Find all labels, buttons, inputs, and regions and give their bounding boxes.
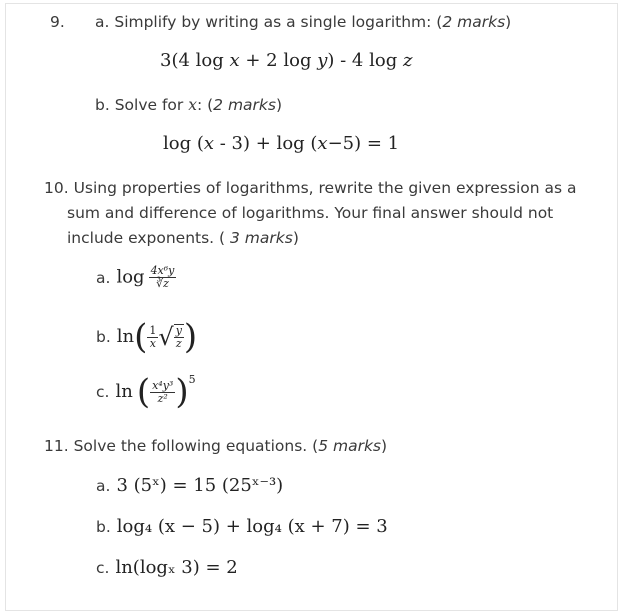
question-10c-expression: c. ln ( $\frac{\text{x⁴y³}}{\text{z²}}$ )$^5$ xyxy=(96,372,196,412)
question-10b-expression: b. ln( $\frac{1}{x}$ √ $\frac{y}{z}$ ) xyxy=(96,317,198,357)
question-10-line-1: 10. Using properties of logarithms, rewrite the given expression as a xyxy=(44,179,577,197)
question-10-line-2: sum and difference of logarithms. Your final answer should not xyxy=(67,204,554,222)
question-9a-prompt: a. Simplify by writing as a single logarithm: (2 marks) xyxy=(95,13,512,31)
question-9b-equation: log (x - 3) + log (x−5) = 1 xyxy=(163,133,400,154)
question-9b-prompt: b. Solve for x: (2 marks) xyxy=(95,96,283,114)
question-9a-expression: 3(4 log x + 2 log y) - 4 log z xyxy=(160,50,413,71)
question-9-number: 9. xyxy=(50,13,65,31)
question-10a-expression: a. log $\frac{\text{4x⁶y}}{∛z}$ xyxy=(96,264,175,290)
question-10-line-3: include exponents. ( 3 marks) xyxy=(67,229,299,247)
question-11a-equation: a. 3 (5ˣ) = 15 (25ˣ⁻³) xyxy=(96,475,284,496)
question-11c-equation: c. ln(logₓ 3) = 2 xyxy=(96,557,238,578)
question-11b-equation: b. log₄ (x − 5) + log₄ (x + 7) = 3 xyxy=(96,516,388,537)
question-11-prompt: 11. Solve the following equations. (5 marks) xyxy=(44,437,388,455)
